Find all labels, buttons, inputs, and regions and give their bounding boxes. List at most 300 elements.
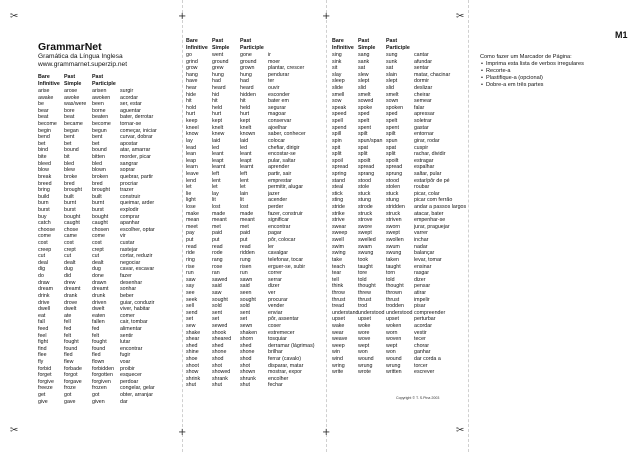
verb-infinitive: drink	[38, 292, 50, 299]
verb-past-simple: rode	[212, 250, 223, 257]
verb-past-simple: taught	[358, 263, 373, 270]
verb-past-participle: spoken	[386, 104, 404, 111]
verb-past-simple: arose	[64, 88, 78, 94]
verb-translation: dar corda a	[414, 356, 441, 363]
verb-past-simple: spoilt	[358, 157, 371, 164]
verb-past-participle: spilt	[386, 131, 396, 138]
verb-past-simple: split	[358, 151, 368, 158]
verb-past-participle: risen	[240, 263, 252, 270]
verb-translation: enviar	[268, 309, 283, 316]
verb-past-simple: bound	[64, 147, 79, 154]
verb-translation: fugir	[120, 352, 131, 359]
column-header	[386, 38, 413, 52]
verb-translation: afundar	[414, 58, 432, 65]
verb-past-simple: blew	[64, 167, 75, 174]
verb-past-participle: woven	[386, 336, 402, 343]
verb-translation: pensar	[414, 283, 431, 290]
verb-past-participle: hurt	[240, 111, 250, 118]
verb-past-simple: wrung	[358, 362, 373, 369]
verb-past-participle: led	[240, 144, 248, 151]
column-header-line: Past	[358, 38, 370, 44]
verb-past-participle: sought	[240, 296, 256, 303]
verb-past-simple: lit	[212, 197, 216, 204]
verb-infinitive: stick	[332, 190, 343, 197]
verb-past-participle: shaken	[240, 329, 258, 336]
verb-translation: perder	[268, 204, 284, 211]
instructions-list	[480, 61, 620, 89]
verb-past-participle: slid	[386, 85, 394, 92]
verb-past-participle: sworn	[386, 223, 401, 230]
column-header-line: Bare	[186, 38, 198, 44]
verb-infinitive: shrink	[186, 375, 201, 382]
verb-past-participle: had	[240, 78, 249, 85]
verb-translation: acender	[268, 197, 288, 204]
scissor-icon: ✂	[10, 425, 19, 436]
verb-translation: estremecer	[268, 329, 295, 336]
verb-past-participle: been	[92, 101, 104, 108]
verb-translation: chefiar, dirigir	[268, 144, 300, 151]
verb-past-participle: sewn	[240, 322, 253, 329]
verb-past-simple: shed	[212, 342, 224, 349]
verb-infinitive: split	[332, 151, 342, 158]
verb-infinitive: deal	[38, 259, 49, 266]
verb-translation: cavalgar	[268, 250, 289, 257]
verb-past-participle: wrung	[386, 362, 401, 369]
verb-past-participle: upset	[386, 316, 399, 323]
verb-past-simple: sprang	[358, 170, 375, 177]
verb-translation: sentar	[414, 65, 429, 72]
column-header-line: Simple	[212, 44, 230, 51]
verb-past-participle: sold	[240, 303, 250, 310]
verb-past-simple: wore	[358, 329, 370, 336]
verb-past-participle: kept	[240, 118, 251, 125]
verb-translation: magoar	[268, 111, 286, 118]
verb-infinitive: lay	[186, 137, 193, 144]
column-header	[358, 38, 385, 52]
verb-infinitive: hold	[186, 104, 197, 111]
verb-infinitive: blow	[38, 167, 49, 174]
verb-past-simple: met	[212, 223, 221, 230]
verb-translation: varrer	[414, 230, 428, 237]
verb-past-participle: forgiven	[92, 378, 111, 385]
verb-past-participle: drunk	[92, 292, 106, 299]
verb-past-simple: flew	[64, 358, 74, 365]
verb-translation: congelar, gelar	[120, 385, 155, 392]
verb-past-simple: threw	[358, 289, 371, 296]
verb-past-simple: sewed	[212, 322, 228, 329]
verb-past-simple: spelt	[358, 118, 370, 125]
verb-past-simple: slept	[358, 78, 370, 85]
verb-translation: roubar	[414, 184, 430, 191]
verb-infinitive: burst	[38, 206, 50, 213]
verb-infinitive: arise	[38, 88, 50, 94]
verb-translation: saber, conhecer	[268, 131, 306, 138]
verb-past-participle: bound	[92, 147, 107, 154]
verb-past-simple: stood	[358, 177, 371, 184]
verb-translation: tosquiar	[268, 336, 287, 343]
verb-past-participle: given	[92, 398, 105, 405]
verb-past-participle: swept	[386, 230, 400, 237]
verb-past-participle: fed	[92, 325, 100, 332]
verb-past-participle: swollen	[386, 237, 404, 244]
verb-past-simple: sank	[358, 58, 370, 65]
verb-translation: proibir	[120, 365, 135, 372]
verb-translation: dizer	[268, 283, 280, 290]
verb-past-participle: burst	[92, 206, 104, 213]
verb-past-participle: cut	[92, 253, 100, 260]
verb-past-simple: brought	[64, 187, 82, 194]
verb-past-participle: done	[92, 273, 104, 280]
verb-past-simple: drove	[64, 299, 78, 306]
verb-past-participle: shot	[240, 362, 251, 369]
scissor-icon: ✂	[10, 11, 19, 22]
fold-line-3	[468, 0, 469, 452]
verb-column	[358, 38, 385, 376]
verb-translation: estar/pôr de pé	[414, 177, 450, 184]
verb-infinitive: shed	[186, 342, 198, 349]
verb-infinitive: speed	[332, 111, 347, 118]
verb-translation: encolher	[268, 375, 289, 382]
verb-translation: bater, derrotar	[120, 114, 154, 121]
verb-infinitive: be	[38, 101, 44, 108]
verb-past-simple: bled	[64, 160, 75, 167]
verb-infinitive: choose	[38, 226, 56, 233]
verb-past-simple: began	[64, 127, 79, 134]
verb-infinitive: begin	[38, 127, 51, 134]
verb-past-simple: ran	[212, 270, 220, 277]
verb-infinitive: bleed	[38, 160, 51, 167]
verb-past-participle: thrown	[386, 289, 402, 296]
verb-infinitive: stand	[332, 177, 345, 184]
verb-translation: mostrar, expor	[268, 369, 302, 376]
verb-translation: custar	[120, 240, 135, 247]
verb-past-simple: let	[212, 184, 218, 191]
verb-past-simple: made	[212, 210, 226, 217]
verb-translation: apostar	[120, 140, 138, 147]
verb-infinitive: hit	[186, 98, 192, 105]
verb-past-simple: dreamt	[64, 286, 81, 293]
verb-translation: permitir, alugar	[268, 184, 304, 191]
verb-past-simple: shook	[212, 329, 227, 336]
verb-past-participle: fallen	[92, 319, 105, 326]
verb-translation: ensinar	[414, 263, 432, 270]
verb-translation: escrever	[414, 369, 435, 376]
verb-infinitive: understand	[332, 309, 359, 316]
verb-translation: explodir	[120, 206, 139, 213]
verb-infinitive: dream	[38, 286, 54, 293]
verb-translation: escolher, optar	[120, 226, 155, 233]
verb-translation: fazer, construir	[268, 210, 303, 217]
verb-past-participle: wept	[386, 342, 398, 349]
verb-past-participle: seen	[240, 289, 252, 296]
verb-past-simple: hid	[212, 91, 220, 98]
verb-translation: lutar	[120, 339, 131, 346]
verb-past-participle: awoken	[92, 94, 111, 101]
verb-past-simple: forgot	[64, 372, 78, 379]
verb-infinitive: break	[38, 173, 52, 180]
verb-past-participle: set	[240, 316, 248, 323]
verb-past-simple: won	[358, 349, 368, 356]
verb-translation: vestir	[414, 329, 427, 336]
verb-past-participle: forgotten	[92, 372, 113, 379]
verb-translation: surgir	[120, 88, 134, 94]
verb-translation: dormir	[414, 78, 430, 85]
verb-infinitive: say	[186, 283, 195, 290]
verb-past-participle: dwelt	[92, 306, 105, 313]
verb-infinitive: tell	[332, 276, 339, 283]
verb-past-participle: hung	[240, 71, 252, 78]
verb-past-participle: sent	[240, 309, 251, 316]
column-header-line: Simple	[64, 80, 82, 87]
verb-infinitive: lend	[186, 177, 197, 184]
verb-past-participle: built	[92, 193, 102, 200]
verb-past-simple: bore	[64, 107, 75, 114]
verb-infinitive: swing	[332, 250, 346, 257]
verb-past-participle: shrunk	[240, 375, 256, 382]
verb-past-participle: ridden	[240, 250, 255, 257]
verb-translation: emprestar	[268, 177, 292, 184]
verb-past-participle: spat	[386, 144, 397, 151]
verb-past-participle: bent	[92, 134, 103, 141]
verb-infinitive: cut	[38, 253, 46, 260]
verb-infinitive: know	[186, 131, 199, 138]
verb-past-simple: chose	[64, 226, 79, 233]
verb-past-participle: sown	[386, 98, 399, 105]
verb-translation: ajoelhar	[268, 124, 287, 131]
verb-translation: cuspir	[414, 144, 429, 151]
verb-past-participle: found	[92, 345, 106, 352]
verb-translation: ter	[268, 78, 275, 85]
verb-translation: acordar	[414, 322, 432, 329]
verb-infinitive: wake	[332, 322, 345, 329]
verb-translation: estragar	[414, 157, 434, 164]
brand-block	[38, 42, 178, 69]
verb-past-simple: awoke	[64, 94, 80, 101]
verb-translation: ser, estar	[120, 101, 142, 108]
verb-past-participle: taken	[386, 256, 399, 263]
verb-past-participle: shorn	[240, 336, 254, 343]
verb-past-simple: kept	[212, 118, 223, 125]
verb-past-simple: swam	[358, 243, 372, 250]
crop-mark-icon: +	[322, 427, 331, 438]
verb-translation: cair, tombar	[120, 319, 148, 326]
verb-infinitive: show	[186, 369, 199, 376]
verb-infinitive: dwell	[38, 306, 51, 313]
verb-infinitive: saw	[186, 276, 196, 283]
verb-infinitive: see	[186, 289, 195, 296]
verb-translation: pôr, assentar	[268, 316, 299, 323]
verb-translation: queimar, arder	[120, 200, 155, 207]
verb-infinitive: sing	[332, 52, 342, 58]
verb-past-simple: bought	[64, 213, 81, 220]
verb-past-simple: became	[64, 121, 83, 128]
verb-infinitive: fly	[38, 358, 44, 365]
verb-translation: coser	[268, 322, 281, 329]
verb-infinitive: drive	[38, 299, 50, 306]
verb-infinitive: smell	[332, 91, 345, 98]
verb-past-simple: hung	[212, 71, 224, 78]
verb-past-simple: caught	[64, 220, 80, 227]
verb-past-simple: fed	[64, 325, 72, 332]
verb-past-participle: shed	[240, 342, 252, 349]
verb-past-simple: struck	[358, 210, 373, 217]
verb-past-simple: leant	[212, 151, 224, 158]
verb-past-participle: lost	[240, 204, 249, 211]
verb-past-simple: said	[212, 283, 222, 290]
verb-past-participle: crept	[92, 246, 104, 253]
verb-past-participle: held	[240, 104, 251, 111]
verb-past-participle: slain	[386, 71, 397, 78]
verb-translation: compreender	[414, 309, 446, 316]
verb-past-participle: hidden	[240, 91, 256, 98]
verb-past-participle: let	[240, 184, 246, 191]
verb-past-participle: spoilt	[386, 157, 399, 164]
verb-translation: torcer	[414, 362, 428, 369]
verb-translation: rachar, dividir	[414, 151, 446, 158]
verb-past-simple: swelled	[358, 237, 376, 244]
verb-translation: ir	[268, 52, 271, 58]
verb-past-simple: sat	[358, 65, 366, 72]
verb-past-participle: felt	[92, 332, 100, 339]
verb-past-participle: thrust	[386, 296, 400, 303]
verb-past-simple: cut	[64, 253, 72, 260]
verb-infinitive: fight	[38, 339, 49, 346]
verb-past-simple: read	[212, 243, 223, 250]
verb-translation: tecer	[414, 336, 426, 343]
verb-past-participle: chosen	[92, 226, 110, 233]
verb-translation: curvar, dobrar	[120, 134, 153, 141]
verb-past-simple: laid	[212, 137, 221, 144]
verb-past-participle: stridden	[386, 204, 405, 211]
verb-translation: construir	[120, 193, 141, 200]
verb-past-participle: left	[240, 170, 248, 177]
verb-past-participle: shut	[240, 382, 251, 389]
verb-infinitive: spell	[332, 118, 343, 125]
verb-infinitive: lie	[186, 190, 192, 197]
verb-past-participle: lain	[240, 190, 249, 197]
verb-infinitive: give	[38, 398, 48, 405]
verb-infinitive: feel	[38, 332, 47, 339]
verb-past-participle: got	[92, 392, 100, 399]
verb-infinitive: read	[186, 243, 197, 250]
verb-past-participle: stuck	[386, 190, 399, 197]
sheet-tag: M1	[615, 30, 628, 40]
verb-infinitive: swell	[332, 237, 344, 244]
verb-past-simple: came	[64, 233, 77, 240]
verb-past-participle: met	[240, 223, 249, 230]
verb-infinitive: have	[186, 78, 198, 85]
verb-infinitive: spoil	[332, 157, 343, 164]
verb-past-participle: written	[386, 369, 402, 376]
verb-column	[268, 38, 315, 389]
verb-past-participle: sat	[386, 65, 394, 72]
verb-translation: nadar	[414, 243, 428, 250]
column-header-line: Bare	[332, 38, 344, 44]
verb-past-simple: wept	[358, 342, 370, 349]
verb-infinitive: bend	[38, 134, 50, 141]
verb-translation: colocar	[268, 137, 286, 144]
verb-infinitive: shoe	[186, 356, 198, 363]
verb-past-simple: built	[64, 193, 74, 200]
verb-past-participle: dreamt	[92, 286, 109, 293]
scissor-icon: ✂	[456, 11, 465, 22]
verb-infinitive: go	[186, 52, 192, 58]
verb-past-simple: sped	[358, 111, 370, 118]
verb-past-simple: dealt	[64, 259, 76, 266]
column-header-line: Infinitive	[332, 44, 354, 51]
verb-past-simple: rang	[212, 256, 223, 263]
verb-infinitive: shine	[186, 349, 199, 356]
brand-subtitle: Gramática da Língua Inglesa	[38, 53, 123, 60]
verb-infinitive: wind	[332, 356, 343, 363]
verb-past-participle: grown	[240, 65, 255, 72]
verb-infinitive: bring	[38, 187, 50, 194]
verb-infinitive: grind	[186, 58, 198, 65]
verb-translation: trazer	[120, 187, 134, 194]
verb-past-simple: wound	[358, 356, 374, 363]
copyright-note: Copyright © T. S.Pina 2003	[396, 396, 440, 400]
verb-past-simple: bent	[64, 134, 75, 141]
verb-past-simple: paid	[212, 230, 223, 237]
verb-translation: encostar-se	[268, 151, 296, 158]
verb-past-simple: sold	[212, 303, 222, 310]
verb-infinitive: weave	[332, 336, 348, 343]
verb-past-simple: bred	[64, 180, 75, 187]
verb-infinitive: beat	[38, 114, 49, 121]
verb-past-participle: told	[386, 276, 395, 283]
verb-past-simple: gave	[64, 398, 76, 405]
verb-infinitive: meet	[186, 223, 198, 230]
verb-past-participle: fled	[92, 352, 101, 359]
verb-infinitive: catch	[38, 220, 51, 227]
brand-url: www.grammarnet.superzip.net	[38, 61, 128, 68]
verb-past-participle: read	[240, 243, 251, 250]
verb-translation: vender	[268, 303, 285, 310]
verb-past-simple: ate	[64, 312, 72, 319]
verb-past-simple: did	[64, 273, 72, 280]
verb-translation: comprar	[120, 213, 140, 220]
verb-infinitive: forgive	[38, 378, 54, 385]
column-header	[332, 38, 359, 52]
verb-past-simple: found	[64, 345, 78, 352]
verb-past-participle: trodden	[386, 303, 404, 310]
verb-past-simple: learnt	[212, 164, 226, 171]
verb-translation: encontrar	[268, 223, 291, 230]
verb-translation: morder, picar	[120, 154, 151, 161]
verb-past-simple: froze	[64, 385, 76, 392]
verb-past-simple: hit	[212, 98, 218, 105]
verb-translation: começar, iniciar	[120, 127, 157, 134]
verb-past-simple: felt	[64, 332, 72, 339]
verb-infinitive: build	[38, 193, 50, 200]
verb-past-simple: took	[358, 256, 369, 263]
verb-past-simple: showed	[212, 369, 231, 376]
verb-translation: gastar	[414, 124, 429, 131]
verb-past-simple: spoke	[358, 104, 373, 111]
verb-translation: procurar	[268, 296, 288, 303]
verb-past-simple: heard	[212, 85, 226, 92]
verb-past-participle: bought	[92, 213, 109, 220]
verb-infinitive: freeze	[38, 385, 53, 392]
column-header-line: Participle	[92, 80, 116, 87]
verb-translation: pagar	[268, 230, 282, 237]
verb-past-simple: broke	[64, 173, 78, 180]
verb-past-simple: slew	[358, 71, 369, 78]
verb-translation: moer	[268, 58, 281, 65]
verb-infinitive: stride	[332, 204, 345, 211]
verb-translation: saltar, pular	[414, 170, 442, 177]
verb-past-simple: left	[212, 170, 220, 177]
